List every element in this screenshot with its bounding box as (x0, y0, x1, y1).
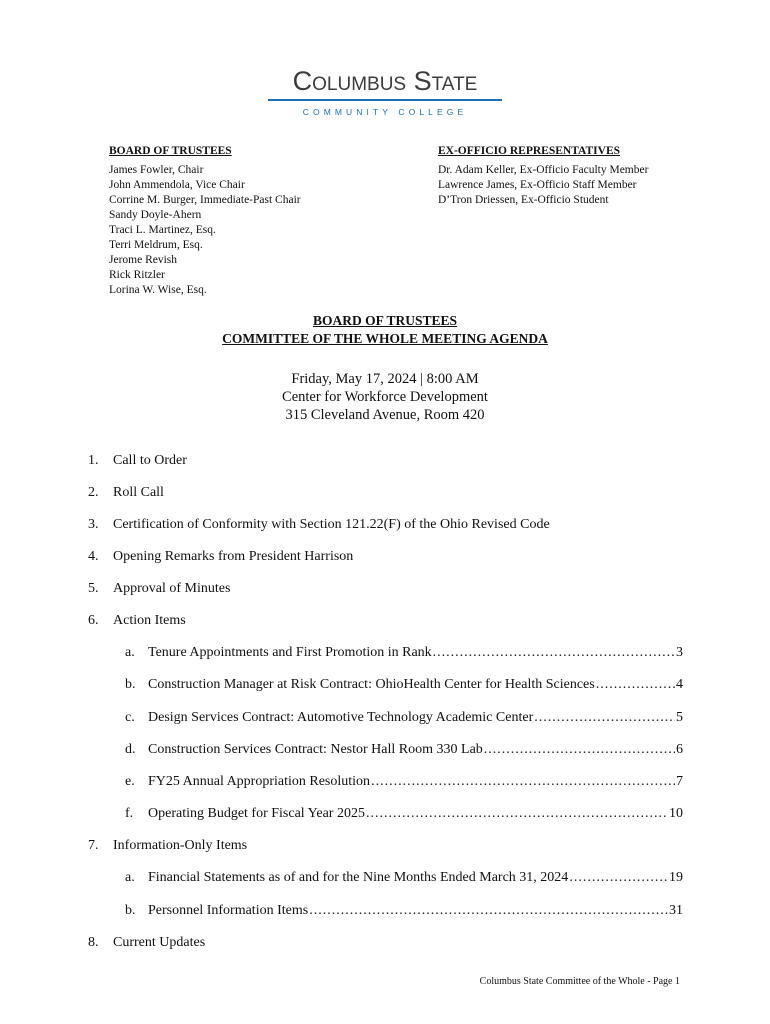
board-member: John Ammendola, Vice Chair (109, 179, 245, 191)
board-member: Corrine M. Burger, Immediate-Past Chair (109, 194, 301, 206)
agenda-item-number: 1. (88, 453, 99, 468)
action-item (125, 709, 683, 727)
agenda-item-label: Roll Call (113, 485, 164, 500)
action-item-page: 10 (669, 806, 683, 821)
agenda-item-label: Current Updates (113, 935, 206, 950)
action-item-label: Operating Budget for Fiscal Year 2025 (148, 806, 365, 821)
dot-leader (371, 773, 675, 791)
action-item-page: 7 (676, 774, 683, 789)
action-item-letter: f. (125, 806, 134, 821)
info-item-label: Financial Statements as of and for the Nine Months Ended March 31, 2024 (148, 870, 569, 885)
agenda-item-number: 4. (88, 549, 99, 564)
action-item-page: 5 (676, 710, 683, 725)
action-item-label: Design Services Contract: Automotive Technology Academic Center (148, 710, 534, 725)
action-item-label: Construction Manager at Risk Contract: OhioHealth Center for Health Sciences (148, 677, 595, 692)
agenda-item-number: 2. (88, 485, 99, 500)
board-member: Lorina W. Wise, Esq. (109, 284, 207, 296)
agenda-item-label: Opening Remarks from President Harrison (113, 549, 354, 564)
agenda-item-number: 6. (88, 613, 99, 628)
action-item-letter: e. (125, 774, 135, 789)
board-heading: BOARD OF TRUSTEES (109, 145, 232, 157)
board-member: Sandy Doyle-Ahern (109, 209, 202, 221)
action-item-letter: d. (125, 742, 136, 757)
meeting-datetime: Friday, May 17, 2024 | 8:00 AM (291, 371, 479, 387)
info-item-label: Personnel Information Items (148, 903, 309, 918)
info-item (125, 902, 683, 920)
logo-rule (268, 99, 502, 101)
action-item-page: 4 (676, 677, 683, 692)
ex-officio-member: Lawrence James, Ex-Officio Staff Member (438, 179, 637, 191)
agenda-item-number: 7. (88, 838, 99, 853)
action-item (125, 644, 683, 662)
college-logo (268, 66, 502, 117)
board-member: James Fowler, Chair (109, 164, 204, 176)
board-member: Traci L. Martinez, Esq. (109, 224, 216, 236)
logo-subtitle: COMMUNITY COLLEGE (302, 107, 468, 117)
action-item (125, 805, 683, 823)
agenda-item-number: 5. (88, 581, 99, 596)
agenda-item-label: Approval of Minutes (113, 581, 231, 596)
info-item-page: 19 (669, 870, 683, 885)
agenda-item-number: 8. (88, 935, 99, 950)
info-item-letter: a. (125, 870, 135, 885)
dot-leader (309, 902, 668, 920)
meeting-address: 315 Cleveland Avenue, Room 420 (285, 407, 485, 423)
board-member: Jerome Revish (109, 254, 178, 266)
meeting-info (0, 370, 770, 424)
info-item-page: 31 (669, 903, 683, 918)
action-item-label: Tenure Appointments and First Promotion in Rank (148, 645, 432, 660)
document-title: BOARD OF TRUSTEES (312, 313, 458, 328)
action-item-label: FY25 Annual Appropriation Resolution (148, 774, 371, 789)
ex-officio-heading: EX-OFFICIO REPRESENTATIVES (438, 145, 621, 157)
meeting-location: Center for Workforce Development (282, 389, 488, 405)
agenda-item-label: Certification of Conformity with Section 121.22(F) of the Ohio Revised Code (113, 517, 550, 532)
page-footer: Columbus State Committee of the Whole - Page 1 (479, 976, 680, 987)
dot-leader (433, 644, 675, 662)
logo-wordmark: Columbus State (292, 66, 478, 96)
action-item (125, 773, 683, 791)
action-item-label: Construction Services Contract: Nestor Hall Room 330 Lab (148, 742, 483, 757)
agenda-item-label: Information-Only Items (113, 838, 248, 853)
ex-officio-member: D’Tron Driessen, Ex-Officio Student (438, 194, 609, 206)
action-item-letter: a. (125, 645, 135, 660)
action-item-letter: b. (125, 677, 136, 692)
info-item (125, 869, 683, 887)
dot-leader (596, 676, 675, 694)
agenda-item-number: 3. (88, 517, 99, 532)
action-item-page: 3 (676, 645, 683, 660)
board-member: Rick Ritzler (109, 269, 165, 281)
dot-leader (569, 869, 668, 887)
board-of-trustees-list (109, 144, 301, 298)
action-item (125, 741, 683, 759)
ex-officio-member: Dr. Adam Keller, Ex-Officio Faculty Member (438, 164, 649, 176)
dot-leader (534, 709, 675, 727)
agenda-item-label: Call to Order (113, 453, 187, 468)
action-item-letter: c. (125, 710, 135, 725)
action-item (125, 676, 683, 694)
document-subtitle: COMMITTEE OF THE WHOLE MEETING AGENDA (222, 331, 548, 346)
info-item-letter: b. (125, 903, 136, 918)
agenda-item-label: Action Items (113, 613, 186, 628)
ex-officio-list (438, 144, 648, 208)
board-member: Terri Meldrum, Esq. (109, 239, 203, 251)
dot-leader (484, 741, 675, 759)
action-item-page: 6 (676, 742, 683, 757)
dot-leader (366, 805, 668, 823)
